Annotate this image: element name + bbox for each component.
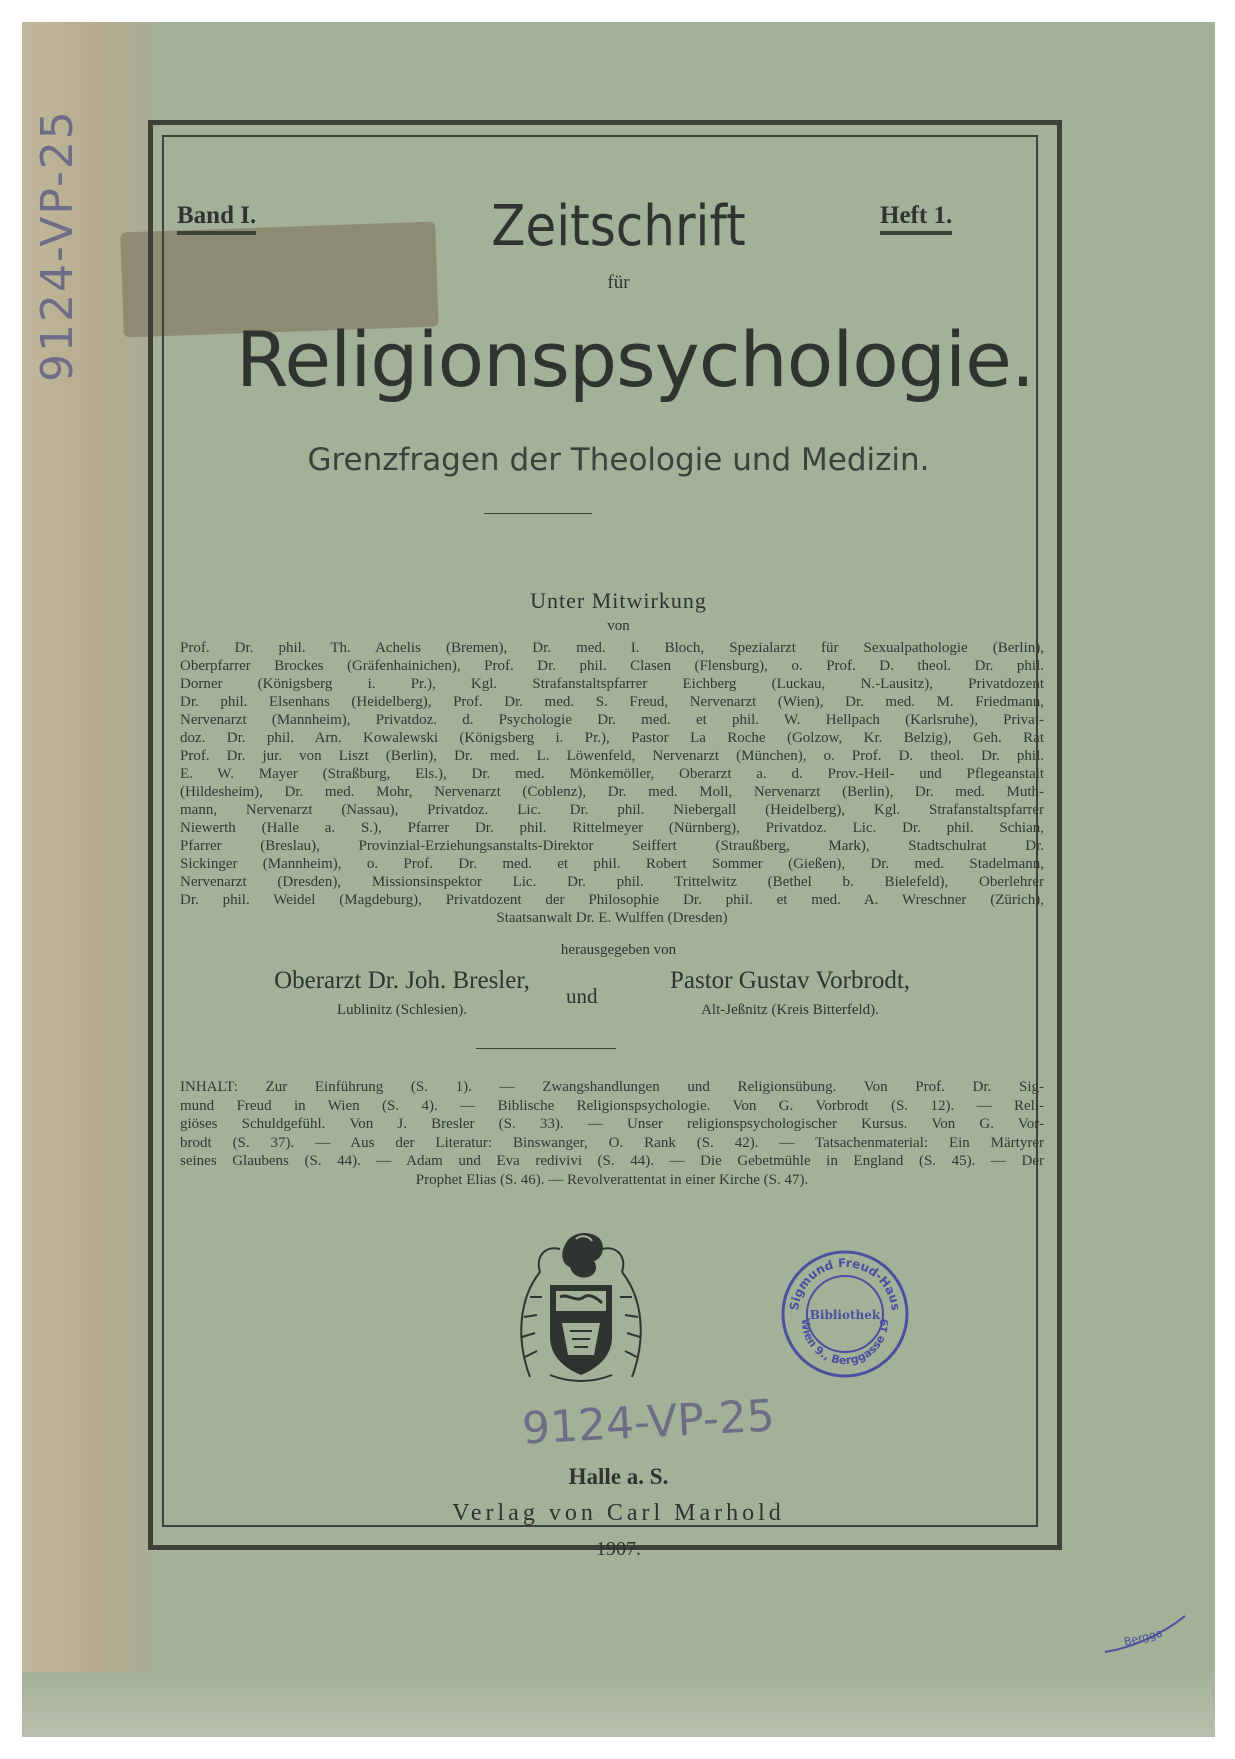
issue-label: Heft 1. — [880, 202, 952, 235]
page-bottom-edge — [22, 1672, 1215, 1737]
volume-label: Band I. — [177, 202, 256, 235]
contents-line: giöses Schuldgefühl. Von J. Bresler (S. 33). — Unser religionspsychologischer Kursus. Von G. Vor- — [180, 1116, 1044, 1132]
cover-page — [22, 22, 1215, 1737]
contents-line: mund Freud in Wien (S. 4). — Biblische Religionspsychologie. Von G. Vorbrodt (S. 12). — Reli- — [180, 1097, 1044, 1114]
handwritten-shelfmark-spine: 9124-VP-25 — [32, 109, 83, 382]
editor-1-place: Lublinitz (Schlesien). — [337, 1002, 467, 1018]
contributor-line: Pfarrer (Breslau), Provinzial-Erziehungsanstalts-Direktor Seiffert (Straußberg, Mark), Stadtschulrat Dr. — [180, 838, 1044, 854]
editor-2-place: Alt-Jeßnitz (Kreis Bitterfeld). — [701, 1002, 879, 1018]
stamp-bottom-text: Wien 9., Berggasse 19 — [798, 1317, 892, 1368]
contributors-list — [180, 639, 1044, 927]
contributor-line: E. W. Mayer (Straßburg, Els.), Dr. med. Mönkemöller, Oberarzt a. d. Prov.-Heil- und Pflegeanstalt — [180, 766, 1044, 782]
handwritten-shelfmark: 9124-VP-25 — [520, 1390, 776, 1455]
contributor-line: Dr. phil. Elsenhans (Heidelberg), Prof. Dr. med. S. Freud, Nervenarzt (Wien), Dr. med. M. Friedmann, — [180, 694, 1044, 710]
table-of-contents — [180, 1078, 1044, 1189]
contributor-line: Nervenarzt (Dresden), Missionsinspektor Lic. Dr. phil. Trittelwitz (Bethel b. Bielefeld), Oberlehrer — [180, 874, 1044, 890]
editors-conjunction: und — [566, 984, 598, 1008]
contents-line: INHALT: Zur Einführung (S. 1). — Zwangshandlungen und Religionsübung. Von Prof. Dr. Sig- — [180, 1079, 1044, 1095]
imprint-year: 1907. — [596, 1538, 641, 1560]
stamp-middle-text: Bibliothek — [809, 1308, 881, 1322]
contributor-line: doz. Dr. phil. Arn. Kowalewski (Königsberg i. Pr.), Pastor La Roche (Golzow, Kr. Belzig), Geh. Rat — [180, 730, 1044, 746]
divider-middle — [476, 1048, 616, 1049]
contributor-line: Oberpfarrer Brockes (Gräfenhainichen), Prof. Dr. phil. Clasen (Flensburg), o. Prof. D. theol. Dr. phil. — [180, 658, 1044, 674]
stamp-top-text: Sigmund Freud-Haus — [787, 1255, 903, 1312]
contributor-line: Sickinger (Mannheim), o. Prof. Dr. med. et phil. Robert Sommer (Gießen), Dr. med. Stadelmann, — [180, 856, 1044, 872]
contributor-line: mann, Nervenarzt (Nassau), Privatdoz. Lic. Dr. phil. Niebergall (Heidelberg), Kgl. Strafanstaltspfarrer — [180, 802, 1044, 818]
contributor-line: Niewerth (Halle a. S.), Pfarrer Dr. phil. Rittelmeyer (Nürnberg), Privatdoz. Lic. Dr. phil. Schian, — [180, 820, 1044, 836]
contents-line: Prophet Elias (S. 46). — Revolverattentat in einer Kirche (S. 47). — [415, 1171, 809, 1188]
editor-2-name: Pastor Gustav Vorbrodt, — [669, 967, 911, 994]
contributor-line: Prof. Dr. jur. von Liszt (Berlin), Dr. med. L. Löwenfeld, Nervenarzt (München), o. Prof. D. theol. Dr. phil. — [180, 748, 1044, 764]
library-stamp-icon — [778, 1247, 912, 1381]
contributor-line: Dr. phil. Weidel (Magdeburg), Privatdozent der Philosophie Dr. phil. et med. A. Wreschner (Zürich), — [180, 892, 1044, 908]
title-zeitschrift: Zeitschrift — [491, 193, 746, 259]
editor-1-name: Oberarzt Dr. Joh. Bresler, — [274, 967, 530, 994]
title-main: Religionspsychologie. — [235, 315, 1035, 404]
partial-stamp-icon — [1100, 1612, 1190, 1656]
contributors-von: von — [607, 618, 630, 634]
contributor-line: Staatsanwalt Dr. E. Wulffen (Dresden) — [496, 910, 728, 926]
editors-heading: herausgegeben von — [560, 942, 677, 958]
contents-line: seines Glaubens (S. 44). — Adam und Eva redivivi (S. 44). — Die Gebetmühle in England (S. 45). — Der — [180, 1153, 1044, 1169]
imprint-city: Halle a. S. — [568, 1464, 669, 1489]
publisher-emblem-icon — [510, 1227, 652, 1387]
partial-stamp-text: Bergga — [1122, 1626, 1164, 1649]
contributor-line: Dorner (Königsberg i. Pr.), Kgl. Strafanstaltspfarrer Eichberg (Luckau, N.-Lausitz), Privatdozent — [180, 676, 1044, 692]
imprint-publisher: Verlag von Carl Marhold — [452, 1500, 785, 1526]
subtitle: Grenzfragen der Theologie und Medizin. — [307, 442, 930, 478]
title-fuer: für — [607, 272, 630, 293]
contents-line: brodt (S. 37). — Aus der Literatur: Binswanger, O. Rank (S. 42). — Tatsachenmaterial: Ein Märtyrer — [180, 1134, 1044, 1151]
contributor-line: Prof. Dr. phil. Th. Achelis (Bremen), Dr. med. I. Bloch, Spezialarzt für Sexualpathologie (Berlin), — [180, 640, 1044, 656]
contributor-line: Nervenarzt (Mannheim), Privatdoz. d. Psychologie Dr. med. et phil. W. Hellpach (Karlsruhe), Privat- — [180, 712, 1044, 728]
contributors-heading: Unter Mitwirkung — [530, 588, 707, 613]
contributor-line: (Hildesheim), Dr. med. Mohr, Nervenarzt (Coblenz), Dr. med. Moll, Nervenarzt (Berlin), Dr. med. Muth- — [180, 784, 1044, 800]
divider-top — [484, 513, 592, 514]
